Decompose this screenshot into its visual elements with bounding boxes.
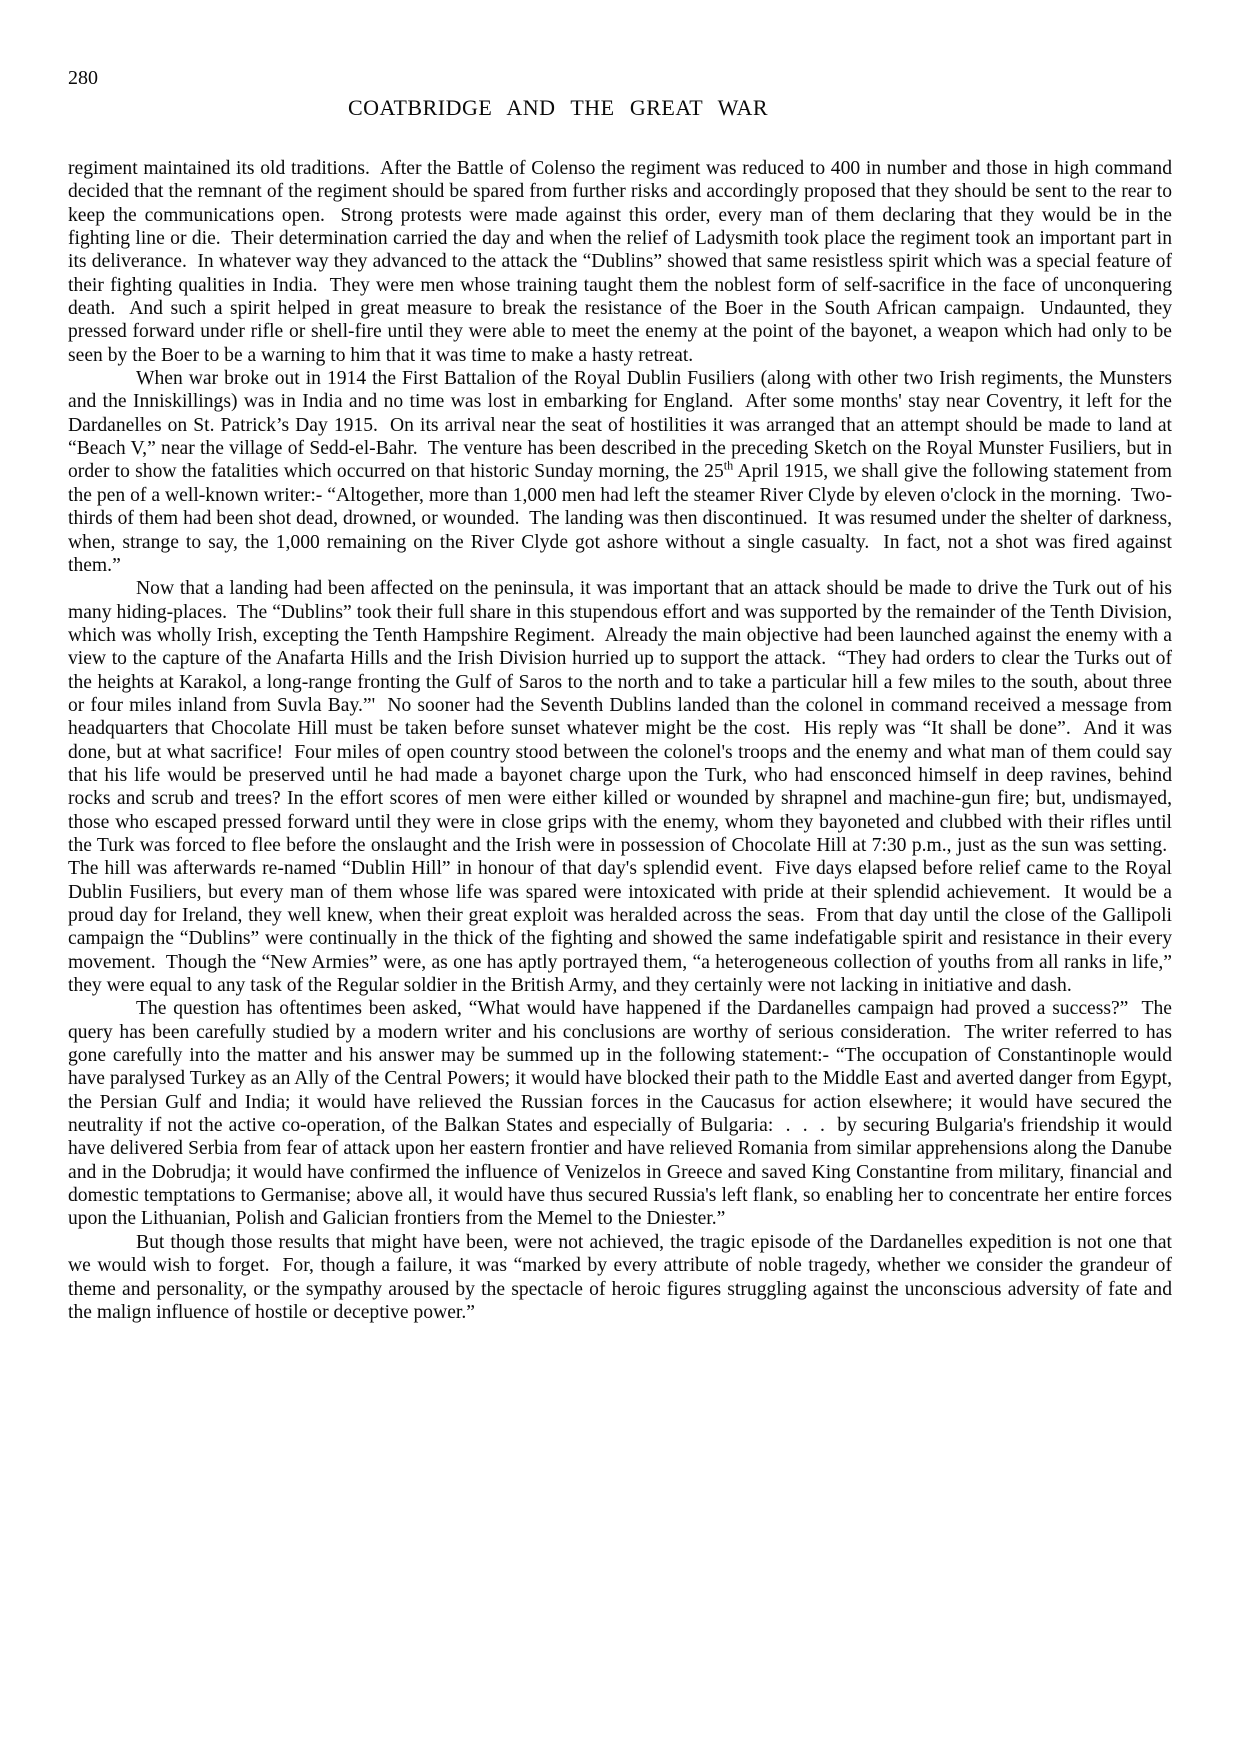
text-run: Now that a landing had been affected on the peninsula, it was important that an attack should be made to drive the Turk out of his many hiding-places. The “Dublins” took their full share in this stupendous effort and was supported by the remainder of the Tenth Division, which was wholly Irish, excepting the Tenth Hampshire Regiment. Already the main objective had been launched against the enemy with a view to the capture of the Anafarta Hills and the Irish Division hurried up to support the attack. “They had orders to clear the Turks out of the heights at Karakol, a long-range fronting the Gulf of Saros to the north and to take a particular hill a few miles to the south, about three or four miles inland from Suvla Bay.”' No sooner had the Seventh Dublins landed than the colonel in command received a message from headquarters that Chocolate Hill must be taken before sunset whatever might be the cost. His reply was “It shall be done”. And it was done, but at what sacrifice! Four miles of open country stood between the colonel's troops and the enemy and what man of them could say that his life would be preserved until he had made a bayonet charge upon the Turk, who had ensconced himself in deep ravines, behind rocks and scrub and trees? In the effort scores of men were either killed or wounded by shrapnel and machine-gun fire; but, undismayed, those who escaped pressed forward until they were in close grips with the enemy, whom they bayoneted and clubbed with their rifles until the Turk was forced to flee before the onslaught and the Irish were in possession of Chocolate Hill at 7:30 p.m., just as the sun was setting. The hill was afterwards re-named “Dublin Hill” in honour of that day's splendid event. Five days elapsed before relief came to the Royal Dublin Fusiliers, but every man of them whose life was spared were intoxicated with pride at their splendid achievement. It would be a proud day for Ireland, they well knew, when their great exploit was heralded across the seas. From that day until the close of the Gallipoli campaign the “Dublins” were continually in the thick of the fighting and showed the same indefatigable spirit and resistance in their every movement. Though the “New Armies” were, as one has aptly portrayed them, “a heterogeneous collection of youths from all ranks in life,” they were equal to any task of the Regular soldier in the British Army, and they certainly were not lacking in initiative and dash. bbox=[68, 578, 1172, 997]
text-run: The question has oftentimes been asked, “What would have happened if the Dardanelles campaign had proved a success?” The query has been carefully studied by a modern writer and his conclusions are worthy of serious consideration. The writer referred to has gone carefully into the matter and his answer may be summed up in the following statement:- “The occupation of Constantinople would have paralysed Turkey as an Ally of the Central Powers; it would have blocked their path to the Middle East and averted danger from Egypt, the Persian Gulf and India; it would have relieved the Russian forces in the Caucasus for action elsewhere; it would have secured the neutrality if not the active co-operation, of the Balkan States and especially of Bulgaria: . . . by securing Bulgaria's friendship it would have delivered Serbia from fear of attack upon her eastern frontier and have relieved Romania from similar apprehensions along the Danube and in the Dobrudja; it would have confirmed the influence of Venizelos in Greece and saved King Constantine from military, financial and domestic temptations to Germanise; above all, it would have thus secured Russia's left flank, so enabling her to concentrate her entire forces upon the Lithuanian, Polish and Galician frontiers from the Memel to the Dniester.” bbox=[68, 998, 1172, 1230]
text-run: April 1915, we shall give the following statement from the pen of a well-known writer:- “Altogether, more than 1,000 men had left the steamer River Clyde by eleven o'clock in the morning. Two-thirds of them had been shot dead, drowned, or wounded. The landing was then discontinued. It was resumed under the shelter of darkness, when, strange to say, the 1,000 remaining on the River Clyde got ashore without a single casualty. In fact, not a shot was fired against them.” bbox=[68, 461, 1172, 576]
text-run: When war broke out in 1914 the First Battalion of the Royal Dublin Fusiliers (along with other two Irish regiments, the Munsters and the Inniskillings) was in India and no time was lost in embarking for England. After some months' stay near Coventry, it left for the Dardanelles on St. Patrick’s Day 1915. On its arrival near the seat of hostilities it was arranged that an attempt should be made to land at “Beach V,” near the village of Sedd-el-Bahr. The venture has been described in the preceding Sketch on the Royal Munster Fusiliers, but in order to show the fatalities which occurred on that historic Sunday morning, the 25 bbox=[68, 368, 1172, 483]
paragraph-2 bbox=[68, 367, 1172, 577]
paragraph-5 bbox=[68, 1231, 1172, 1324]
superscript-ordinal: th bbox=[723, 458, 734, 473]
text-run: regiment maintained its old traditions. After the Battle of Colenso the regiment was reduced to 400 in number and those in high command decided that the remnant of the regiment should be spared from further risks and accordingly proposed that they should be sent to the rear to keep the communications open. Strong protests were made against this order, every man of them declaring that they would be in the fighting line or die. Their determination carried the day and when the relief of Ladysmith took place the regiment took an important part in its deliverance. In whatever way they advanced to the attack the “Dublins” showed that same resistless spirit which was a special feature of their fighting qualities in India. They were men whose training taught them the noblest form of self-sacrifice in the face of unconquering death. And such a spirit helped in great measure to break the resistance of the Boer in the South African campaign. Undaunted, they pressed forward under rifle or shell-fire until they were able to meet the enemy at the point of the bayonet, a weapon which had only to be seen by the Boer to be a warning to him that it was time to make a hasty retreat. bbox=[68, 158, 1172, 366]
page-title: COATBRIDGE AND THE GREAT WAR bbox=[347, 95, 769, 120]
page-body bbox=[68, 157, 1172, 1324]
text-run: But though those results that might have been, were not achieved, the tragic episode of the Dardanelles expedition is not one that we would wish to forget. For, though a failure, it was “marked by every attribute of noble tragedy, whether we consider the grandeur of theme and personality, or the sympathy aroused by the spectacle of heroic figures struggling against the unconscious adversity of fate and the malign influence of hostile or deceptive power.” bbox=[68, 1231, 1172, 1323]
paragraph-1 bbox=[68, 157, 1172, 367]
page-number: 280 bbox=[68, 67, 98, 89]
paragraph-3 bbox=[68, 577, 1172, 997]
paragraph-4 bbox=[68, 997, 1172, 1230]
